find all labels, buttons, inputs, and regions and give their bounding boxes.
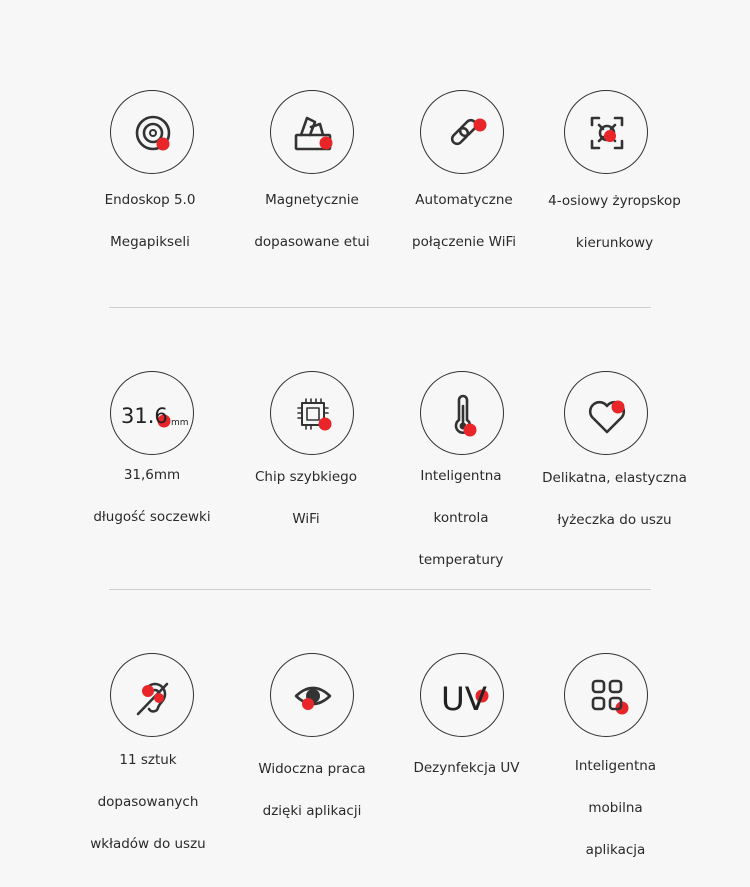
- feature-label: Automatyczne połączenie WiFi: [412, 192, 516, 250]
- uv-icon: [421, 654, 505, 738]
- feature-label: 4-osiowy żyropskop kierunkowy: [548, 193, 681, 251]
- svg-text:mm: mm: [171, 418, 189, 428]
- feature-label: 11 sztuk dopasowanych wkładów do uszu: [90, 752, 206, 852]
- divider: [109, 307, 651, 308]
- feature-label: Chip szybkiego WiFi: [255, 469, 357, 527]
- feature-label: Widoczna praca dzięki aplikacji: [258, 761, 366, 819]
- ear-icon: [111, 654, 195, 738]
- icon-circle: [110, 653, 194, 737]
- magnet-case-icon: [271, 91, 355, 175]
- link-icon: [421, 91, 505, 175]
- thermometer-icon: [421, 372, 505, 456]
- lens-size-icon: [111, 372, 195, 456]
- svg-text:31.6: 31.6: [121, 404, 168, 428]
- feature-label: Inteligentna kontrola temperatury: [418, 468, 504, 568]
- feature-label: 31,6mm długość soczewki: [93, 467, 211, 525]
- feature-label: Endoskop 5.0 Megapikseli: [104, 192, 196, 250]
- camera-lens-icon: [111, 91, 195, 175]
- icon-circle: [564, 371, 648, 455]
- icon-circle: [270, 371, 354, 455]
- icon-circle: [110, 371, 194, 455]
- icon-circle: [564, 653, 648, 737]
- icon-circle: [420, 653, 504, 737]
- feature-label: Inteligentna mobilna aplikacja: [574, 758, 657, 858]
- feature-label: Magnetycznie dopasowane etui: [254, 192, 370, 250]
- icon-circle: [110, 90, 194, 174]
- svg-text:UV: UV: [441, 680, 488, 718]
- eye-icon: [271, 654, 355, 738]
- chip-icon: [271, 372, 355, 456]
- gyroscope-icon: [565, 91, 649, 175]
- feature-label: Dezynfekcja UV: [413, 760, 520, 776]
- divider: [109, 589, 651, 590]
- icon-circle: [420, 371, 504, 455]
- icon-circle: [420, 90, 504, 174]
- icon-circle: [564, 90, 648, 174]
- apps-grid-icon: [565, 654, 649, 738]
- icon-circle: [270, 90, 354, 174]
- feature-label: Delikatna, elastyczna łyżeczka do uszu: [542, 470, 687, 528]
- icon-circle: [270, 653, 354, 737]
- heart-icon: [565, 372, 649, 456]
